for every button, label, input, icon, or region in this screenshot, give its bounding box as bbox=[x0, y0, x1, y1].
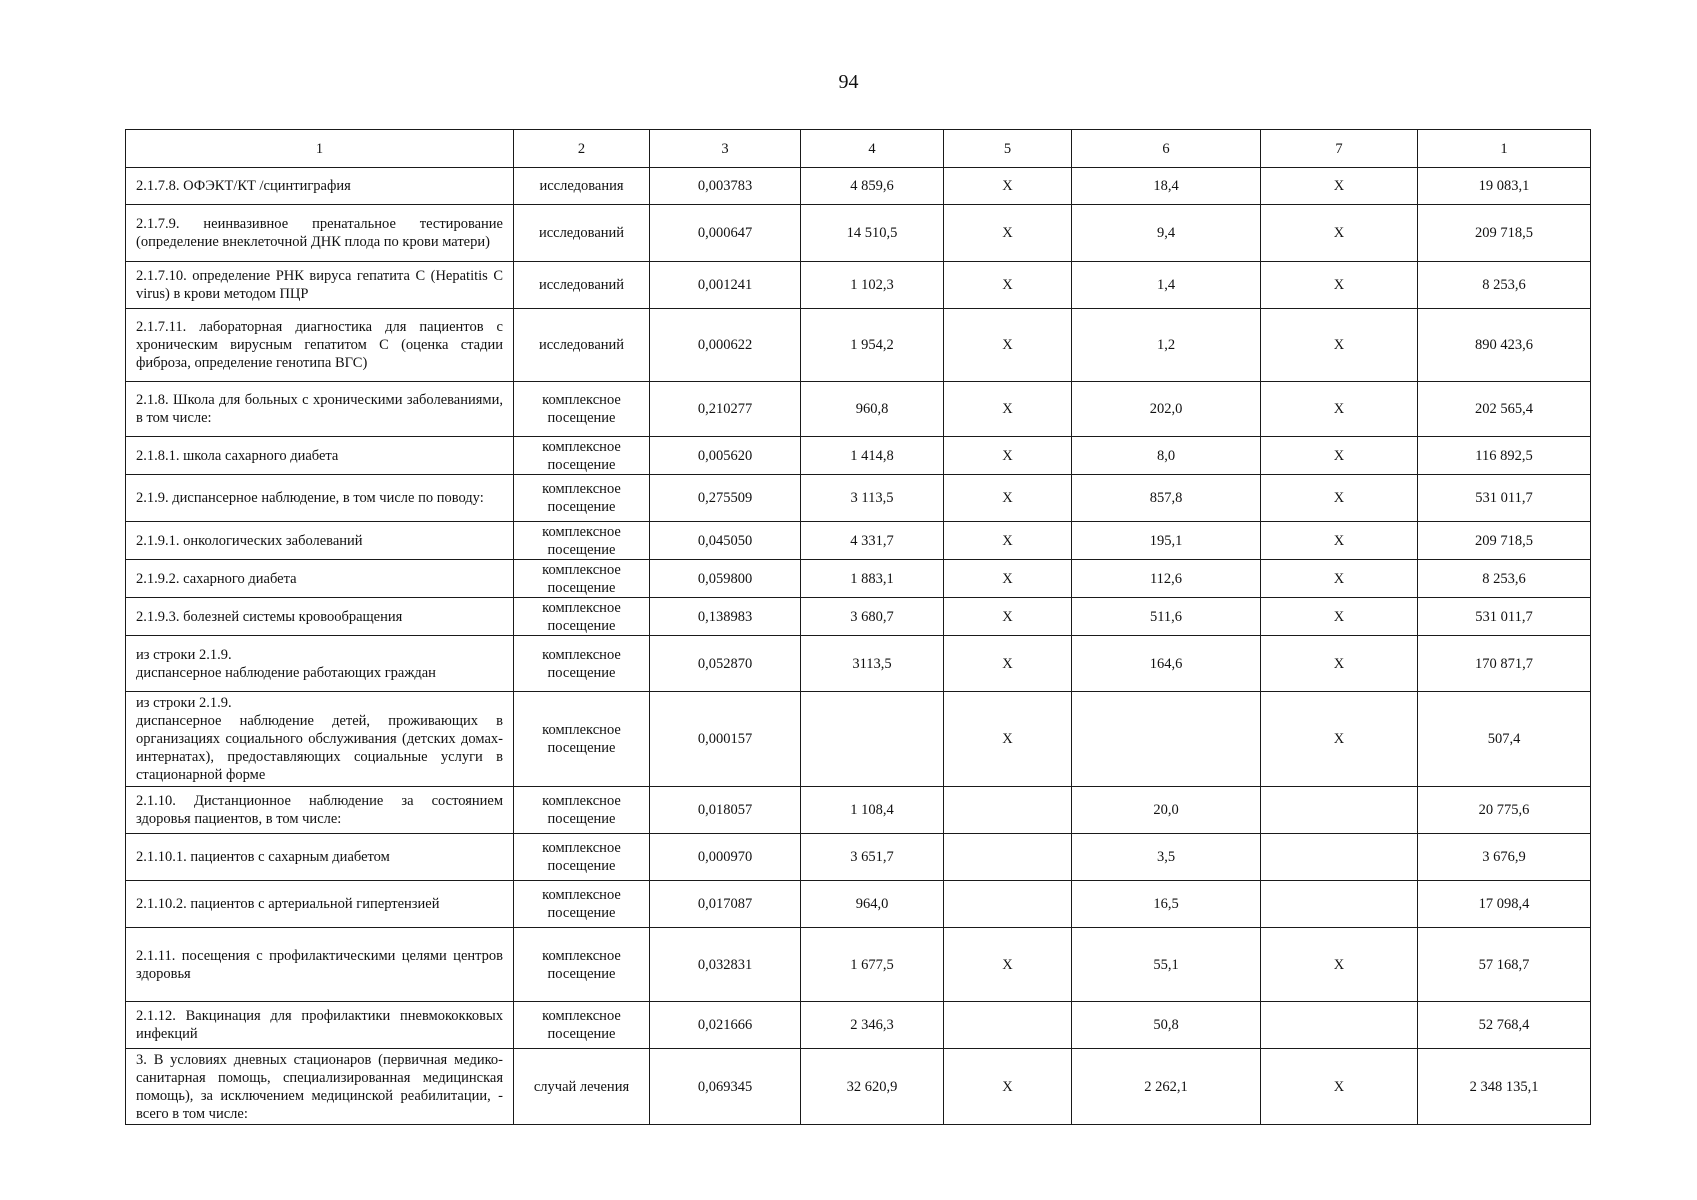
unit-cell: случай лечения bbox=[514, 1049, 650, 1125]
unit-cell: комплексное посещение bbox=[514, 834, 650, 881]
col4-cell: 1 677,5 bbox=[801, 928, 944, 1002]
col4-cell: 3113,5 bbox=[801, 636, 944, 692]
header-cell: 5 bbox=[944, 130, 1072, 168]
table-row bbox=[126, 1002, 1591, 1049]
col3-cell: 0,000622 bbox=[650, 309, 801, 382]
table-row bbox=[126, 205, 1591, 262]
indicator-name-cell: 2.1.11. посещения с профилактическими целями центров здоровья bbox=[126, 928, 514, 1002]
unit-cell: комплексное посещение bbox=[514, 522, 650, 560]
header-cell: 6 bbox=[1072, 130, 1261, 168]
indicator-name-cell: 2.1.7.10. определение РНК вируса гепатита С (Hepatitis C virus) в крови методом ПЦР bbox=[126, 262, 514, 309]
unit-cell: комплексное посещение bbox=[514, 475, 650, 522]
col4-cell: 1 954,2 bbox=[801, 309, 944, 382]
header-cell: 2 bbox=[514, 130, 650, 168]
col8-cell: 507,4 bbox=[1418, 692, 1591, 787]
col6-cell bbox=[1072, 692, 1261, 787]
col4-cell bbox=[801, 692, 944, 787]
col6-cell: 857,8 bbox=[1072, 475, 1261, 522]
unit-cell: комплексное посещение bbox=[514, 382, 650, 437]
col4-cell: 2 346,3 bbox=[801, 1002, 944, 1049]
col5-cell: Х bbox=[944, 560, 1072, 598]
col8-cell: 19 083,1 bbox=[1418, 168, 1591, 205]
unit-cell: комплексное посещение bbox=[514, 437, 650, 475]
table-row bbox=[126, 1049, 1591, 1125]
col5-cell: Х bbox=[944, 309, 1072, 382]
unit-cell: комплексное посещение bbox=[514, 787, 650, 834]
col3-cell: 0,001241 bbox=[650, 262, 801, 309]
unit-cell: комплексное посещение bbox=[514, 692, 650, 787]
col4-cell: 4 331,7 bbox=[801, 522, 944, 560]
table-row bbox=[126, 309, 1591, 382]
col8-cell: 8 253,6 bbox=[1418, 560, 1591, 598]
table-row bbox=[126, 598, 1591, 636]
col5-cell: Х bbox=[944, 928, 1072, 1002]
col7-cell bbox=[1261, 881, 1418, 928]
col6-cell: 18,4 bbox=[1072, 168, 1261, 205]
indicator-name-cell: 2.1.9.1. онкологических заболеваний bbox=[126, 522, 514, 560]
unit-cell: исследований bbox=[514, 205, 650, 262]
unit-cell: комплексное посещение bbox=[514, 598, 650, 636]
col7-cell: Х bbox=[1261, 437, 1418, 475]
col5-cell: Х bbox=[944, 598, 1072, 636]
col3-cell: 0,000157 bbox=[650, 692, 801, 787]
col6-cell: 511,6 bbox=[1072, 598, 1261, 636]
col5-cell: Х bbox=[944, 475, 1072, 522]
col5-cell: Х bbox=[944, 522, 1072, 560]
table-row bbox=[126, 475, 1591, 522]
col8-cell: 890 423,6 bbox=[1418, 309, 1591, 382]
col6-cell: 55,1 bbox=[1072, 928, 1261, 1002]
indicator-name-cell: из строки 2.1.9. диспансерное наблюдение детей, проживающих в организациях социального обслуживания (детских домах-интернатах), предоставляющих социальные услуги в стационарной форме bbox=[126, 692, 514, 787]
table-row bbox=[126, 692, 1591, 787]
data-table bbox=[125, 129, 1591, 1125]
page-number: 94 bbox=[838, 71, 859, 93]
col4-cell: 4 859,6 bbox=[801, 168, 944, 205]
col7-cell bbox=[1261, 1002, 1418, 1049]
col3-cell: 0,275509 bbox=[650, 475, 801, 522]
col4-cell: 3 651,7 bbox=[801, 834, 944, 881]
col4-cell: 1 102,3 bbox=[801, 262, 944, 309]
col3-cell: 0,052870 bbox=[650, 636, 801, 692]
col8-cell: 116 892,5 bbox=[1418, 437, 1591, 475]
col4-cell: 1 883,1 bbox=[801, 560, 944, 598]
col5-cell bbox=[944, 787, 1072, 834]
col8-cell: 531 011,7 bbox=[1418, 475, 1591, 522]
col7-cell bbox=[1261, 834, 1418, 881]
indicator-name-cell: 2.1.12. Вакцинация для профилактики пневмококковых инфекций bbox=[126, 1002, 514, 1049]
col3-cell: 0,017087 bbox=[650, 881, 801, 928]
col5-cell: Х bbox=[944, 1049, 1072, 1125]
col5-cell: Х bbox=[944, 168, 1072, 205]
col7-cell: Х bbox=[1261, 560, 1418, 598]
col3-cell: 0,021666 bbox=[650, 1002, 801, 1049]
unit-cell: комплексное посещение bbox=[514, 928, 650, 1002]
col7-cell bbox=[1261, 787, 1418, 834]
table-row bbox=[126, 168, 1591, 205]
col4-cell: 964,0 bbox=[801, 881, 944, 928]
header-cell: 4 bbox=[801, 130, 944, 168]
unit-cell: комплексное посещение bbox=[514, 1002, 650, 1049]
col4-cell: 3 113,5 bbox=[801, 475, 944, 522]
col3-cell: 0,069345 bbox=[650, 1049, 801, 1125]
table-row bbox=[126, 881, 1591, 928]
col6-cell: 195,1 bbox=[1072, 522, 1261, 560]
col7-cell: Х bbox=[1261, 522, 1418, 560]
col3-cell: 0,138983 bbox=[650, 598, 801, 636]
table-row bbox=[126, 928, 1591, 1002]
col3-cell: 0,210277 bbox=[650, 382, 801, 437]
col8-cell: 202 565,4 bbox=[1418, 382, 1591, 437]
col8-cell: 209 718,5 bbox=[1418, 205, 1591, 262]
unit-cell: исследований bbox=[514, 309, 650, 382]
table-row bbox=[126, 262, 1591, 309]
col7-cell: Х bbox=[1261, 205, 1418, 262]
col7-cell: Х bbox=[1261, 636, 1418, 692]
col8-cell: 17 098,4 bbox=[1418, 881, 1591, 928]
unit-cell: комплексное посещение bbox=[514, 636, 650, 692]
indicator-name-cell: 2.1.10.1. пациентов с сахарным диабетом bbox=[126, 834, 514, 881]
col8-cell: 8 253,6 bbox=[1418, 262, 1591, 309]
col8-cell: 209 718,5 bbox=[1418, 522, 1591, 560]
col7-cell: Х bbox=[1261, 598, 1418, 636]
unit-cell: комплексное посещение bbox=[514, 560, 650, 598]
col6-cell: 50,8 bbox=[1072, 1002, 1261, 1049]
col8-cell: 170 871,7 bbox=[1418, 636, 1591, 692]
col6-cell: 1,2 bbox=[1072, 309, 1261, 382]
col3-cell: 0,003783 bbox=[650, 168, 801, 205]
header-cell: 3 bbox=[650, 130, 801, 168]
col7-cell: Х bbox=[1261, 168, 1418, 205]
col4-cell: 960,8 bbox=[801, 382, 944, 437]
col7-cell: Х bbox=[1261, 262, 1418, 309]
col6-cell: 20,0 bbox=[1072, 787, 1261, 834]
col6-cell: 1,4 bbox=[1072, 262, 1261, 309]
col7-cell: Х bbox=[1261, 1049, 1418, 1125]
indicator-name-cell: 2.1.8.1. школа сахарного диабета bbox=[126, 437, 514, 475]
indicator-name-cell: 2.1.10. Дистанционное наблюдение за состоянием здоровья пациентов, в том числе: bbox=[126, 787, 514, 834]
table-row bbox=[126, 636, 1591, 692]
col6-cell: 2 262,1 bbox=[1072, 1049, 1261, 1125]
header-row bbox=[126, 130, 1591, 168]
col7-cell: Х bbox=[1261, 309, 1418, 382]
col4-cell: 1 414,8 bbox=[801, 437, 944, 475]
unit-cell: исследований bbox=[514, 262, 650, 309]
col5-cell bbox=[944, 834, 1072, 881]
table-body bbox=[126, 168, 1591, 1125]
indicator-name-cell: 2.1.9.3. болезней системы кровообращения bbox=[126, 598, 514, 636]
indicator-name-cell: 2.1.7.11. лабораторная диагностика для пациентов с хроническим вирусным гепатитом С (оценка стадии фиброза, определение генотипа ВГС) bbox=[126, 309, 514, 382]
col4-cell: 3 680,7 bbox=[801, 598, 944, 636]
col7-cell: Х bbox=[1261, 692, 1418, 787]
col3-cell: 0,018057 bbox=[650, 787, 801, 834]
col6-cell: 8,0 bbox=[1072, 437, 1261, 475]
col8-cell: 52 768,4 bbox=[1418, 1002, 1591, 1049]
col8-cell: 531 011,7 bbox=[1418, 598, 1591, 636]
col3-cell: 0,000970 bbox=[650, 834, 801, 881]
table-row bbox=[126, 522, 1591, 560]
col4-cell: 32 620,9 bbox=[801, 1049, 944, 1125]
col5-cell bbox=[944, 881, 1072, 928]
col5-cell: Х bbox=[944, 382, 1072, 437]
table-row bbox=[126, 834, 1591, 881]
indicator-name-cell: из строки 2.1.9. диспансерное наблюдение работающих граждан bbox=[126, 636, 514, 692]
table-row bbox=[126, 437, 1591, 475]
indicator-name-cell: 2.1.8. Школа для больных с хроническими заболеваниями, в том числе: bbox=[126, 382, 514, 437]
col4-cell: 1 108,4 bbox=[801, 787, 944, 834]
col5-cell: Х bbox=[944, 262, 1072, 309]
col5-cell: Х bbox=[944, 205, 1072, 262]
col6-cell: 164,6 bbox=[1072, 636, 1261, 692]
col7-cell: Х bbox=[1261, 382, 1418, 437]
col8-cell: 3 676,9 bbox=[1418, 834, 1591, 881]
col8-cell: 57 168,7 bbox=[1418, 928, 1591, 1002]
unit-cell: исследования bbox=[514, 168, 650, 205]
col5-cell bbox=[944, 1002, 1072, 1049]
col3-cell: 0,000647 bbox=[650, 205, 801, 262]
header-cell: 1 bbox=[126, 130, 514, 168]
col8-cell: 2 348 135,1 bbox=[1418, 1049, 1591, 1125]
col7-cell: Х bbox=[1261, 475, 1418, 522]
header-cell: 7 bbox=[1261, 130, 1418, 168]
col7-cell: Х bbox=[1261, 928, 1418, 1002]
col6-cell: 202,0 bbox=[1072, 382, 1261, 437]
indicator-name-cell: 3. В условиях дневных стационаров (первичная медико-санитарная помощь, специализированная медицинская помощь), за исключением медицинской реабилитации, - всего в том числе: bbox=[126, 1049, 514, 1125]
col6-cell: 9,4 bbox=[1072, 205, 1261, 262]
col3-cell: 0,032831 bbox=[650, 928, 801, 1002]
col4-cell: 14 510,5 bbox=[801, 205, 944, 262]
col3-cell: 0,005620 bbox=[650, 437, 801, 475]
col5-cell: Х bbox=[944, 636, 1072, 692]
indicator-name-cell: 2.1.7.8. ОФЭКТ/КТ /сцинтиграфия bbox=[126, 168, 514, 205]
indicator-name-cell: 2.1.9. диспансерное наблюдение, в том числе по поводу: bbox=[126, 475, 514, 522]
col8-cell: 20 775,6 bbox=[1418, 787, 1591, 834]
col6-cell: 16,5 bbox=[1072, 881, 1261, 928]
header-cell: 1 bbox=[1418, 130, 1591, 168]
indicator-name-cell: 2.1.9.2. сахарного диабета bbox=[126, 560, 514, 598]
indicator-name-cell: 2.1.7.9. неинвазивное пренатальное тестирование (определение внеклеточной ДНК плода по крови матери) bbox=[126, 205, 514, 262]
table-row bbox=[126, 787, 1591, 834]
indicator-name-cell: 2.1.10.2. пациентов с артериальной гипертензией bbox=[126, 881, 514, 928]
col3-cell: 0,045050 bbox=[650, 522, 801, 560]
col6-cell: 112,6 bbox=[1072, 560, 1261, 598]
col3-cell: 0,059800 bbox=[650, 560, 801, 598]
table-row bbox=[126, 382, 1591, 437]
col5-cell: Х bbox=[944, 437, 1072, 475]
col5-cell: Х bbox=[944, 692, 1072, 787]
unit-cell: комплексное посещение bbox=[514, 881, 650, 928]
col6-cell: 3,5 bbox=[1072, 834, 1261, 881]
table-row bbox=[126, 560, 1591, 598]
